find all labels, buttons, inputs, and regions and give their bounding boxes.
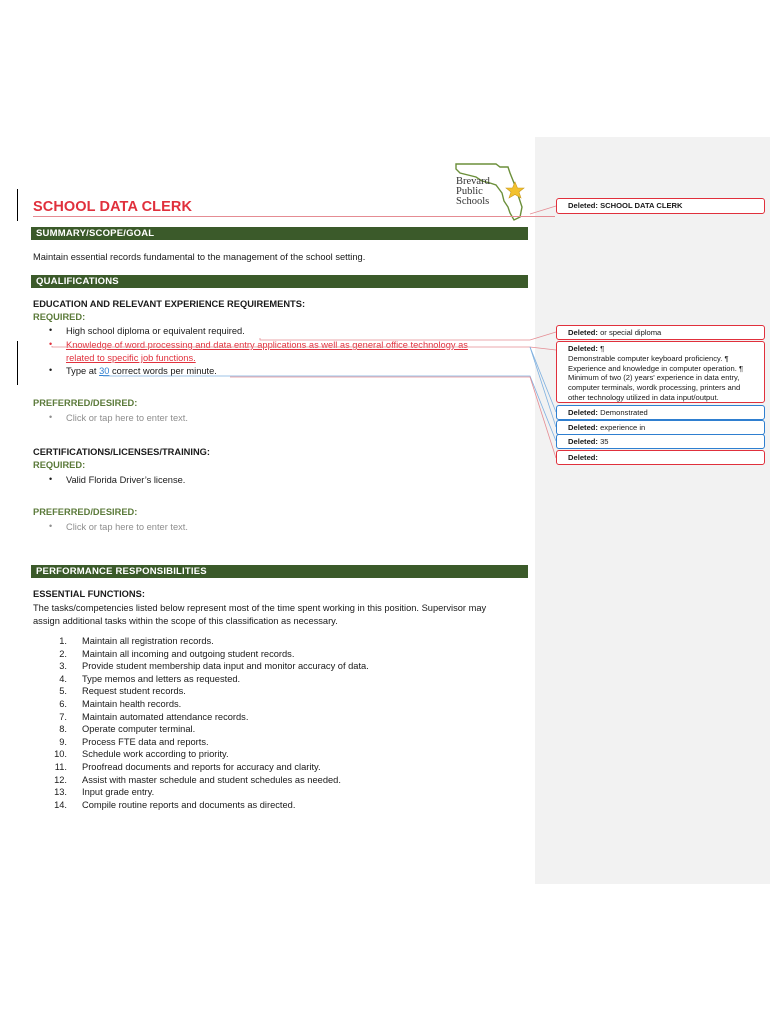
- deleted-balloon[interactable]: [556, 420, 765, 435]
- list-number: 14.: [54, 799, 67, 810]
- list-text: Maintain automated attendance records.: [82, 711, 249, 722]
- logo-line-1: Brevard: [456, 176, 490, 187]
- balloon-label: Deleted:: [568, 328, 598, 337]
- list-number: 11.: [54, 761, 67, 772]
- bullet-dot: •: [49, 474, 53, 484]
- req-item-knowledge-cont: related to specific job functions.: [66, 353, 196, 363]
- balloon-label: Deleted:: [568, 423, 598, 432]
- balloon-line: Minimum of two (2) years' experience in data entry,: [568, 373, 740, 383]
- balloon-text: SCHOOL DATA CLERK: [600, 201, 683, 210]
- list-item: [33, 736, 513, 749]
- change-bar: [17, 189, 18, 221]
- list-number: 8.: [59, 724, 67, 735]
- change-bar: [17, 341, 18, 385]
- list-number: 1.: [59, 636, 67, 646]
- typing-prefix: Type at: [66, 366, 100, 376]
- req-item-knowledge: Knowledge of word processing and data entry applications as well as general office technology as: [66, 340, 468, 350]
- list-item: [33, 761, 513, 774]
- education-heading: EDUCATION AND RELEVANT EXPERIENCE REQUIREMENTS:: [33, 299, 306, 309]
- bullet-dot: •: [49, 412, 53, 422]
- balloon-text: ¶: [597, 344, 605, 353]
- list-item: [33, 786, 513, 799]
- balloon-line: Demonstrable computer keyboard proficiency. ¶: [568, 353, 729, 363]
- list-item: [33, 723, 513, 736]
- cert-preferred-placeholder[interactable]: Click or tap here to enter text.: [66, 522, 188, 532]
- deleted-balloon[interactable]: [556, 450, 765, 465]
- list-text: Maintain health records.: [82, 698, 182, 709]
- list-item: [33, 799, 513, 812]
- list-text: Provide student membership data input and monitor accuracy of data.: [82, 661, 369, 672]
- list-text: Proofread documents and reports for accuracy and clarity.: [82, 761, 321, 772]
- bullet-dot: •: [49, 325, 53, 335]
- deleted-balloon[interactable]: [556, 405, 765, 420]
- essential-heading: ESSENTIAL FUNCTIONS:: [33, 589, 145, 599]
- logo-line-2: Public: [456, 186, 483, 197]
- bullet-dot: •: [49, 365, 53, 375]
- qualifications-band: QUALIFICATIONS: [31, 275, 528, 288]
- list-number: 5.: [59, 686, 67, 697]
- list-item: [33, 673, 513, 686]
- list-number: 9.: [59, 736, 67, 747]
- summary-band: SUMMARY/SCOPE/GOAL: [31, 227, 528, 240]
- balloon-text: or special diploma: [597, 328, 662, 337]
- deleted-balloon[interactable]: [556, 325, 765, 340]
- cert-item-license: Valid Florida Driver’s license.: [66, 475, 186, 485]
- list-number: 6.: [59, 698, 67, 709]
- list-item: [33, 748, 513, 761]
- list-number: 12.: [54, 774, 67, 785]
- deleted-balloon[interactable]: [556, 341, 765, 403]
- list-text: Request student records.: [82, 686, 186, 697]
- list-text: Assist with master schedule and student schedules as needed.: [82, 774, 341, 785]
- list-number: 7.: [59, 711, 67, 722]
- essential-intro-2: assign additional tasks within the scope of this classification as necessary.: [33, 616, 338, 626]
- deleted-balloon[interactable]: [556, 434, 765, 449]
- list-number: 13.: [54, 787, 67, 798]
- list-item: [33, 648, 513, 661]
- document-title: SCHOOL DATA CLERK: [33, 199, 193, 215]
- cert-required-label: REQUIRED:: [33, 460, 86, 470]
- certifications-heading: CERTIFICATIONS/LICENSES/TRAINING:: [33, 447, 210, 457]
- logo-line-3: Schools: [456, 196, 490, 207]
- balloon-line: other technology utilized in data input/output.: [568, 392, 719, 402]
- essential-intro-1: The tasks/competencies listed below represent most of the time spent working in this position. Supervisor may: [33, 603, 487, 613]
- deleted-balloon[interactable]: [556, 198, 765, 214]
- list-text: Type memos and letters as requested.: [82, 673, 241, 684]
- performance-band: PERFORMANCE RESPONSIBILITIES: [31, 565, 528, 578]
- balloon-line: Experience and knowledge in computer operation. ¶: [568, 363, 744, 373]
- typing-suffix: correct words per minute.: [109, 366, 217, 376]
- list-text: Schedule work according to priority.: [82, 749, 229, 760]
- brevard-logo: [452, 161, 532, 221]
- balloon-line: computer terminals, wordk processing, printers and: [568, 383, 741, 393]
- list-number: 3.: [59, 661, 67, 672]
- functions-list: [33, 635, 513, 811]
- list-text: Compile routine reports and documents as directed.: [82, 799, 296, 810]
- list-number: 2.: [59, 648, 67, 659]
- list-text: Maintain all incoming and outgoing student records.: [82, 648, 295, 659]
- list-item: [33, 685, 513, 698]
- title-underline: [33, 216, 555, 217]
- list-item: [33, 774, 513, 787]
- req-item-typing: [66, 365, 217, 378]
- list-item: [33, 660, 513, 673]
- preferred-placeholder[interactable]: Click or tap here to enter text.: [66, 413, 188, 423]
- list-item: [33, 635, 513, 648]
- balloon-text: Demonstrated: [597, 408, 648, 417]
- balloon-label: Deleted:: [568, 437, 598, 446]
- list-number: 4.: [59, 673, 67, 684]
- balloon-text: 35: [597, 437, 609, 446]
- summary-text: Maintain essential records fundamental to the management of the school setting.: [33, 252, 366, 262]
- typing-speed-inserted: 30: [99, 366, 110, 376]
- req-item-diploma: High school diploma or equivalent required.: [66, 326, 245, 336]
- balloon-label: Deleted:: [568, 453, 598, 462]
- list-text: Maintain all registration records.: [82, 636, 214, 646]
- list-number: 10.: [54, 749, 67, 760]
- balloon-label: Deleted:: [568, 408, 598, 417]
- list-text: Input grade entry.: [82, 787, 155, 798]
- bullet-dot: •: [49, 521, 53, 531]
- list-item: [33, 698, 513, 711]
- balloon-text: experience in: [597, 423, 646, 432]
- list-text: Process FTE data and reports.: [82, 736, 209, 747]
- bullet-dot: •: [49, 339, 53, 349]
- markup-pane: [535, 137, 770, 884]
- preferred-label: PREFERRED/DESIRED:: [33, 398, 138, 408]
- balloon-label: Deleted:: [568, 344, 598, 353]
- balloon-label: Deleted:: [568, 201, 598, 210]
- cert-preferred-label: PREFERRED/DESIRED:: [33, 507, 138, 517]
- required-label: REQUIRED:: [33, 312, 86, 322]
- list-text: Operate computer terminal.: [82, 724, 196, 735]
- list-item: [33, 711, 513, 724]
